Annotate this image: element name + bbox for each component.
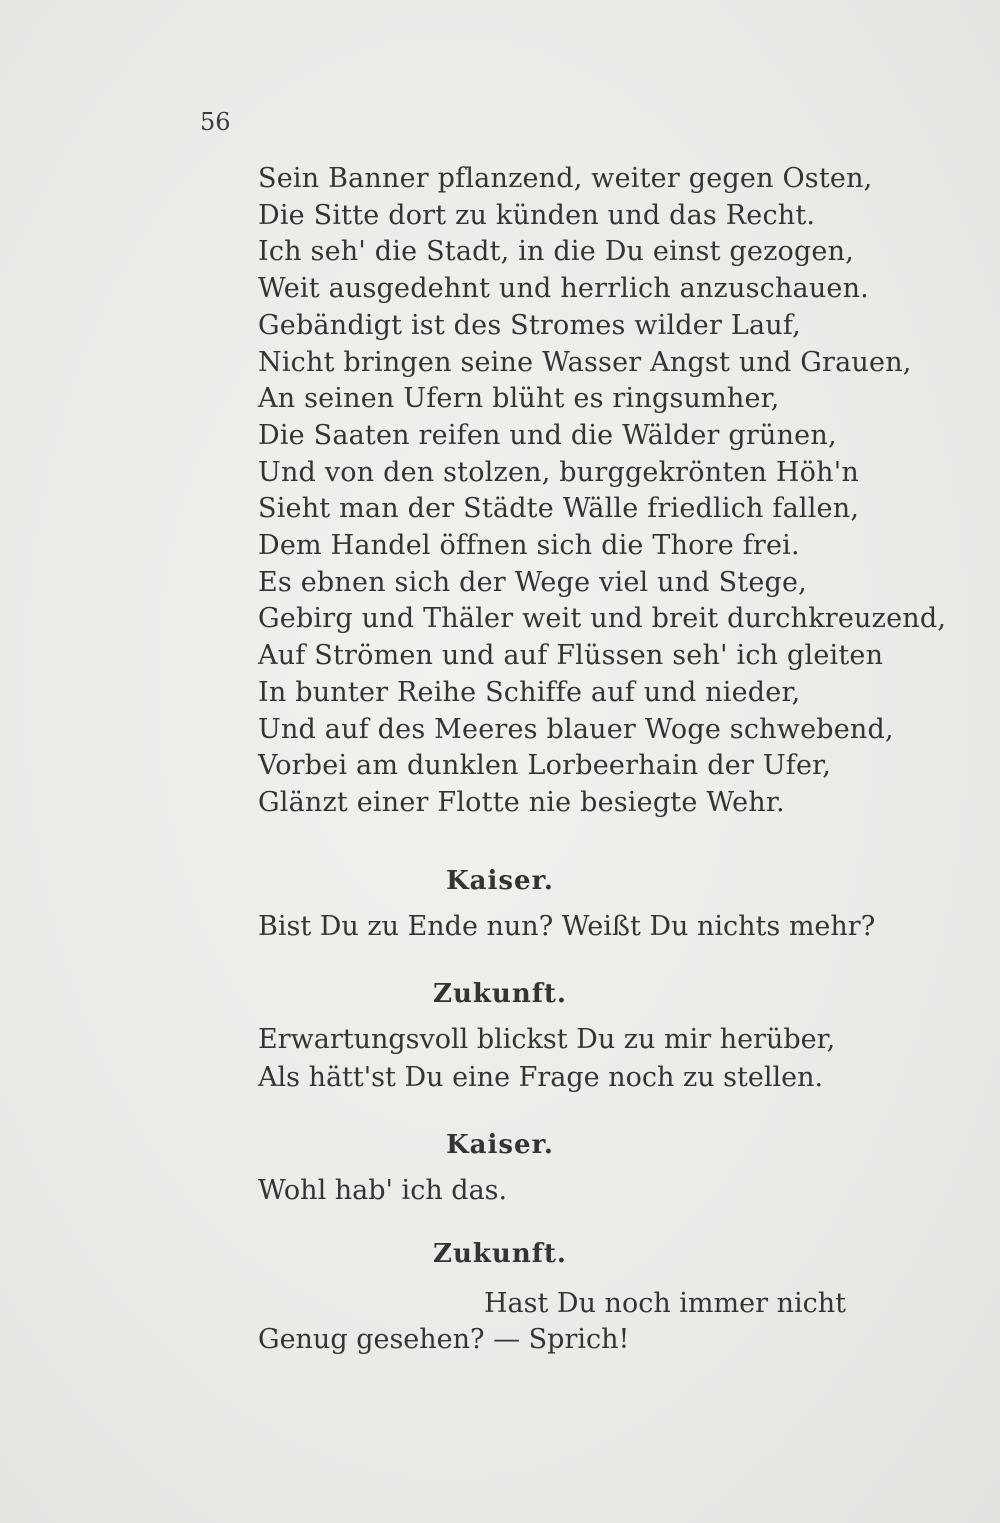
speech-line: Bist Du zu Ende nun? Weißt Du nichts mehr? xyxy=(258,911,876,942)
verse-line: Glänzt einer Flotte nie besiegte Wehr. xyxy=(258,786,785,818)
speech-block xyxy=(258,1172,507,1210)
speech-line: Wohl hab' ich das. xyxy=(258,1175,508,1206)
speech-line: Als hätt'st Du eine Frage noch zu stellen. xyxy=(258,1062,824,1093)
speaker-heading-kaiser: Kaiser. xyxy=(446,866,554,896)
speaker-heading-zukunft: Zukunft. xyxy=(433,1239,567,1269)
speaker-heading-zukunft: Zukunft. xyxy=(433,979,567,1009)
verse-line: Auf Strömen und auf Flüssen seh' ich gleiten xyxy=(258,640,884,672)
verse-block xyxy=(258,161,947,822)
verse-line: Sieht man der Städte Wälle friedlich fallen, xyxy=(258,493,860,525)
speech-line: Erwartungsvoll blickst Du zu mir herüber, xyxy=(258,1024,836,1055)
speech-block xyxy=(258,1021,835,1097)
verse-line: Nicht bringen seine Wasser Angst und Grauen, xyxy=(258,346,912,378)
verse-line: In bunter Reihe Schiffe auf und nieder, xyxy=(258,676,801,708)
speaker-heading-kaiser: Kaiser. xyxy=(446,1130,554,1160)
speech-line: Hast Du noch immer nicht xyxy=(484,1288,846,1319)
verse-line: Die Sitte dort zu künden und das Recht. xyxy=(258,199,816,231)
verse-line: Und von den stolzen, burggekrönten Höh'n xyxy=(258,456,859,488)
verse-line: Es ebnen sich der Wege viel und Stege, xyxy=(258,566,807,598)
verse-line: Dem Handel öffnen sich die Thore frei. xyxy=(258,530,800,562)
verse-line: An seinen Ufern blüht es ringsumher, xyxy=(258,383,780,415)
verse-line: Und auf des Meeres blauer Woge schwebend, xyxy=(258,713,894,745)
verse-line: Die Saaten reifen und die Wälder grünen, xyxy=(258,419,837,451)
verse-line: Ich seh' die Stadt, in die Du einst gezogen, xyxy=(258,236,854,268)
speech-line: Genug gesehen? — Sprich! xyxy=(258,1324,630,1355)
verse-line: Vorbei am dunklen Lorbeerhain der Ufer, xyxy=(258,750,832,782)
verse-line: Weit ausgedehnt und herrlich anzuschauen. xyxy=(258,273,869,305)
verse-line: Gebirg und Thäler weit und breit durchkreuzend, xyxy=(258,603,947,635)
page-number: 56 xyxy=(200,108,231,136)
verse-line: Gebändigt ist des Stromes wilder Lauf, xyxy=(258,309,801,341)
verse-line: Sein Banner pflanzend, weiter gegen Osten, xyxy=(258,163,873,194)
speech-block xyxy=(258,908,875,946)
